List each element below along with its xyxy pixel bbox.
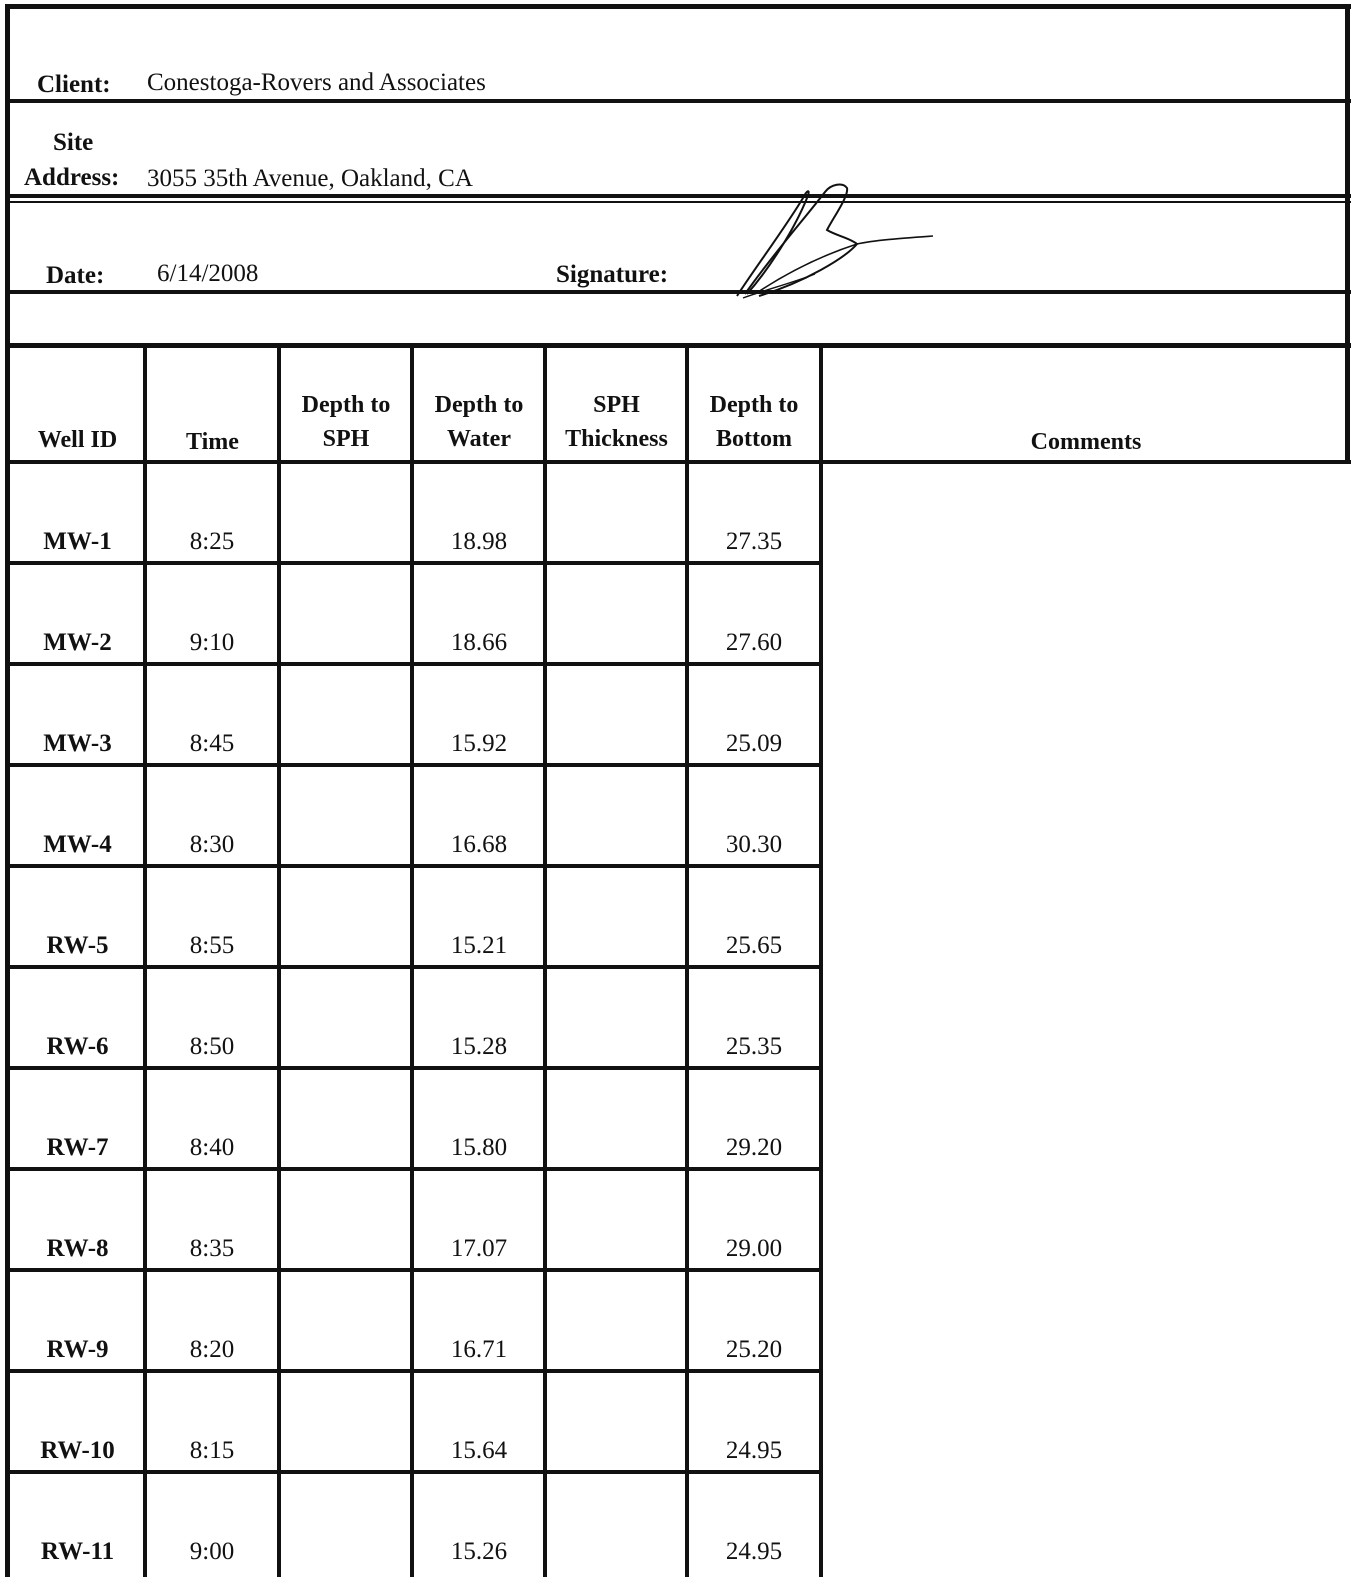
cell-water: 17.07: [450, 1235, 508, 1262]
cell-water: 16.68: [450, 831, 508, 858]
col-header-depth-to-water-line1: Depth to: [434, 392, 524, 418]
cell-bottom: 30.30: [725, 831, 783, 858]
row-divider: [10, 763, 822, 767]
row-divider: [10, 864, 822, 868]
col-header-depth-to-sph: [279, 388, 413, 456]
row-divider: [10, 1268, 822, 1272]
cell-well: MW-4: [43, 831, 112, 858]
cell-time: 8:20: [189, 1336, 235, 1363]
col-header-depth-to-sph-line1: Depth to: [301, 392, 391, 418]
row-divider: [10, 1167, 822, 1171]
frame-top-border: [5, 4, 1351, 9]
cell-well: RW-7: [46, 1134, 109, 1161]
client-value: Conestoga-Rovers and Associates: [147, 69, 486, 96]
cell-water: 15.64: [450, 1437, 508, 1464]
row-divider: [10, 561, 822, 565]
cell-well: RW-6: [46, 1033, 109, 1060]
col-header-depth-to-water: [412, 388, 546, 456]
cell-water: 16.71: [450, 1336, 508, 1363]
col-header-depth-to-bottom-line2: Bottom: [716, 426, 792, 452]
row-divider: [10, 965, 822, 969]
client-rule: [5, 99, 1351, 103]
cell-time: 9:00: [189, 1538, 235, 1565]
col-header-time: [145, 425, 280, 459]
table-top-rule: [5, 343, 1351, 348]
cell-bottom: 27.60: [725, 629, 783, 656]
col-header-depth-to-water-line2: Water: [447, 426, 511, 452]
cell-bottom: 25.20: [725, 1336, 783, 1363]
row-divider: [10, 1066, 822, 1070]
col-header-sph-thickness: [545, 388, 688, 456]
cell-bottom: 25.35: [725, 1033, 783, 1060]
col-header-well-id: [10, 423, 145, 457]
cell-water: 15.92: [450, 730, 508, 757]
cell-time: 8:30: [189, 831, 235, 858]
col-header-sph-thickness-line1: SPH: [593, 392, 640, 418]
cell-time: 9:10: [189, 629, 235, 656]
cell-well: RW-11: [40, 1538, 115, 1565]
date-rule: [5, 290, 1351, 294]
col-header-depth-to-sph-line2: SPH: [322, 426, 370, 452]
date-value: 6/14/2008: [157, 260, 259, 287]
col-header-depth-to-bottom: [687, 388, 821, 456]
row-divider: [10, 662, 822, 666]
cell-well: RW-10: [40, 1437, 115, 1464]
client-label: Client:: [37, 71, 111, 98]
col-header-sph-thickness-line2: Thickness: [565, 426, 668, 452]
cell-bottom: 29.00: [725, 1235, 783, 1262]
row-divider: [10, 1369, 822, 1373]
col-header-comments: [821, 425, 1351, 459]
cell-water: 15.21: [450, 932, 508, 959]
cell-bottom: 24.95: [725, 1437, 783, 1464]
cell-water: 15.26: [450, 1538, 508, 1565]
header-bottom-rule: [5, 460, 1351, 464]
cell-time: 8:50: [189, 1033, 235, 1060]
date-label: Date:: [46, 262, 105, 289]
row-divider: [10, 1470, 822, 1474]
cell-bottom: 25.65: [725, 932, 783, 959]
cell-bottom: 24.95: [725, 1538, 783, 1565]
cell-well: MW-1: [43, 528, 112, 555]
col-header-time-label: Time: [186, 429, 239, 455]
site-label-line2: Address:: [24, 164, 120, 191]
cell-water: 18.66: [450, 629, 508, 656]
cell-time: 8:40: [189, 1134, 235, 1161]
signature-label: Signature:: [556, 261, 669, 288]
col-header-well-id-label: Well ID: [37, 427, 118, 453]
frame-right-border: [1345, 4, 1350, 464]
address-rule-2: [5, 201, 1351, 203]
cell-time: 8:55: [189, 932, 235, 959]
cell-bottom: 25.09: [725, 730, 783, 757]
cell-well: RW-5: [46, 932, 109, 959]
col-header-depth-to-bottom-line1: Depth to: [709, 392, 799, 418]
cell-time: 8:45: [189, 730, 235, 757]
cell-well: RW-8: [46, 1235, 109, 1262]
signature-image: [725, 178, 940, 303]
address-rule: [5, 194, 1351, 198]
site-address-value: 3055 35th Avenue, Oakland, CA: [147, 165, 473, 192]
cell-time: 8:35: [189, 1235, 235, 1262]
cell-water: 15.80: [450, 1134, 508, 1161]
cell-well: MW-3: [43, 730, 112, 757]
cell-well: RW-9: [46, 1336, 109, 1363]
site-label-line1: Site: [53, 129, 94, 156]
cell-bottom: 27.35: [725, 528, 783, 555]
cell-time: 8:25: [189, 528, 235, 555]
cell-water: 15.28: [450, 1033, 508, 1060]
col-header-comments-label: Comments: [1030, 429, 1142, 455]
cell-water: 18.98: [450, 528, 508, 555]
cell-bottom: 29.20: [725, 1134, 783, 1161]
cell-time: 8:15: [189, 1437, 235, 1464]
cell-well: MW-2: [43, 629, 112, 656]
